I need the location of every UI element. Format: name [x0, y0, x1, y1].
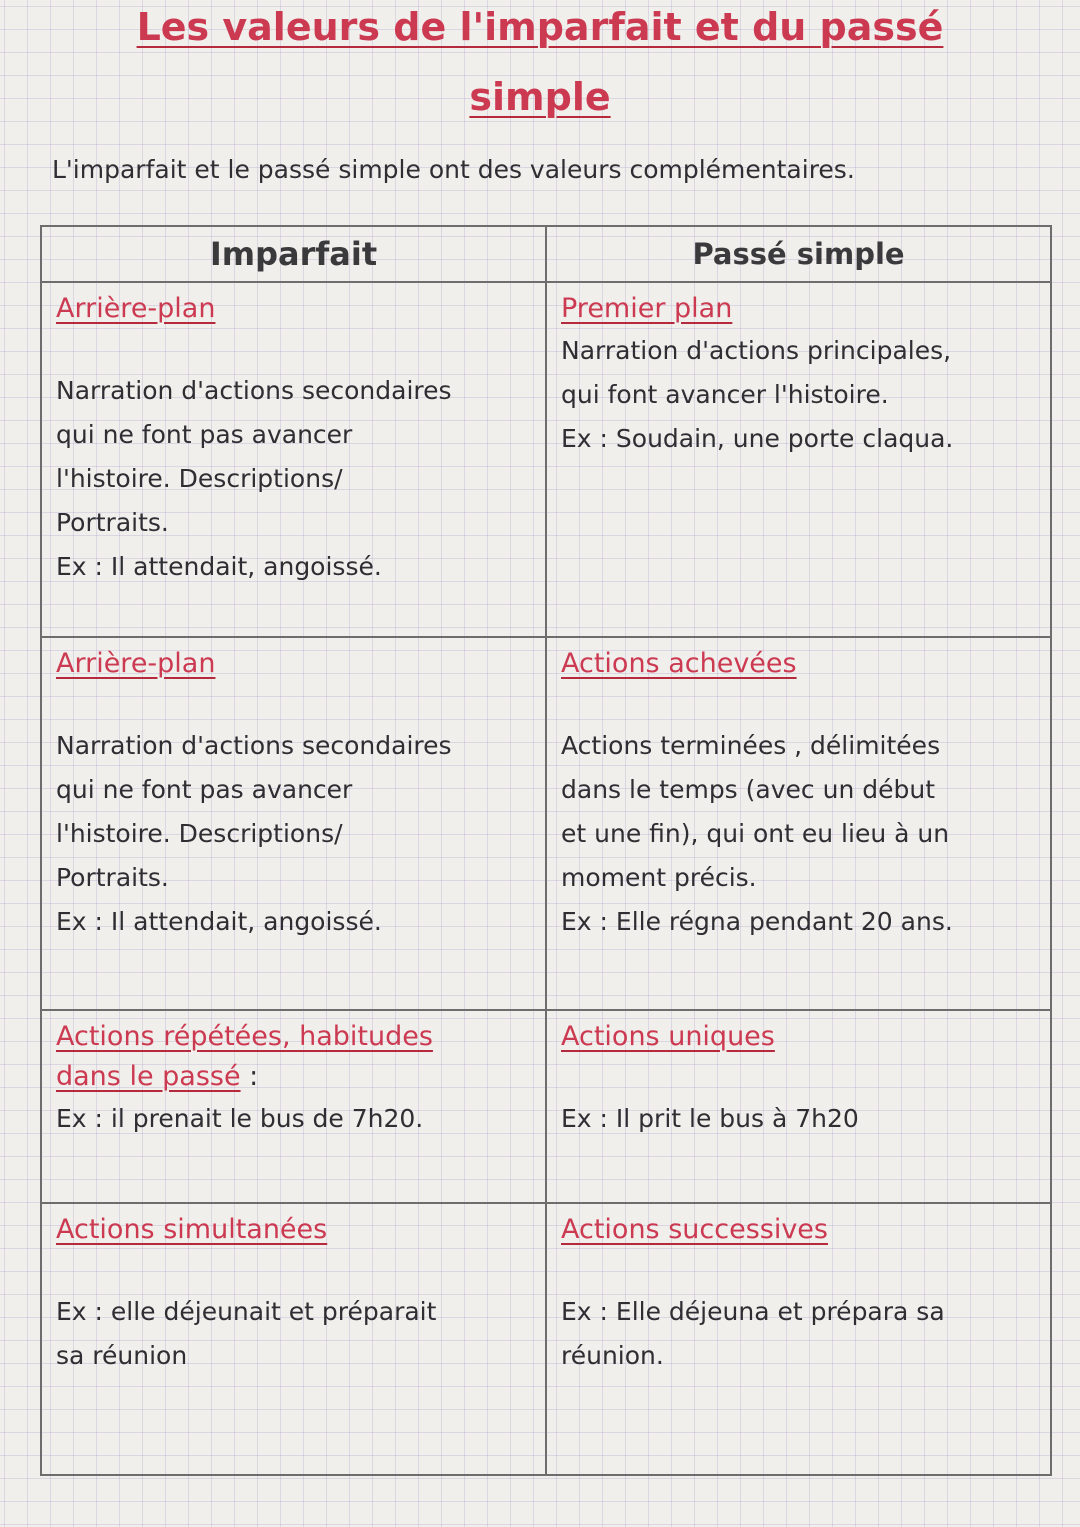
cell-line: moment précis. [561, 863, 757, 892]
cell-line: Narration d'actions secondaires [56, 376, 452, 405]
cell-line: Ex : Il prit le bus à 7h20 [561, 1104, 859, 1133]
title-line-2: simple [469, 75, 611, 119]
cell-line: dans le temps (avec un début [561, 775, 935, 804]
cell-passe-simple-actions-achevees [546, 637, 1051, 1010]
table-row [41, 1010, 1051, 1203]
cell-heading: Actions répétées, habitudes [56, 1021, 433, 1052]
cell-imparfait-arriere-plan-2 [41, 637, 546, 1010]
intro-text: L'imparfait et le passé simple ont des valeurs complémentaires. [52, 155, 855, 184]
cell-line: Ex : Il attendait, angoissé. [56, 552, 382, 581]
header-passe-simple: Passé simple [546, 226, 1051, 282]
cell-passe-simple-actions-successives [546, 1203, 1051, 1475]
table-row [41, 637, 1051, 1010]
cell-passe-simple-premier-plan [546, 282, 1051, 637]
cell-imparfait-actions-repetees [41, 1010, 546, 1203]
cell-line: l'histoire. Descriptions/ [56, 464, 343, 493]
cell-imparfait-actions-simultanees [41, 1203, 546, 1475]
cell-heading: Actions uniques [561, 1021, 775, 1052]
cell-line: Narration d'actions principales, [561, 336, 952, 365]
cell-line: Ex : Il attendait, angoissé. [56, 907, 382, 936]
cell-line: réunion. [561, 1341, 664, 1370]
cell-heading: Actions achevées [561, 648, 797, 679]
cell-heading: Actions successives [561, 1214, 828, 1245]
cell-line: Ex : il prenait le bus de 7h20. [56, 1104, 424, 1133]
cell-imparfait-arriere-plan-1 [41, 282, 546, 637]
cell-heading: Arrière-plan [56, 648, 216, 679]
table-row [41, 1203, 1051, 1475]
page-title [0, 0, 1080, 132]
table-header-row [41, 226, 1051, 282]
cell-line: qui font avancer l'histoire. [561, 380, 889, 409]
table-row [41, 282, 1051, 637]
cell-heading: Arrière-plan [56, 293, 216, 324]
cell-line: Ex : Soudain, une porte claqua. [561, 424, 954, 453]
cell-line: qui ne font pas avancer [56, 775, 353, 804]
cell-line: Portraits. [56, 863, 169, 892]
cell-heading: Actions simultanées [56, 1214, 328, 1245]
cell-heading: Premier plan [561, 293, 733, 324]
title-line-1: Les valeurs de l'imparfait et du passé [136, 5, 944, 49]
cell-line: et une fin), qui ont eu lieu à un [561, 819, 950, 848]
tenses-table [40, 225, 1052, 1476]
heading-colon: : [240, 1061, 259, 1092]
cell-line: l'histoire. Descriptions/ [56, 819, 343, 848]
cell-line: qui ne font pas avancer [56, 420, 353, 449]
cell-heading: dans le passé [56, 1061, 241, 1092]
cell-line: sa réunion [56, 1341, 188, 1370]
cell-line: Portraits. [56, 508, 169, 537]
header-imparfait: Imparfait [41, 226, 546, 282]
cell-line: Actions terminées , délimitées [561, 731, 941, 760]
cell-line: Ex : Elle régna pendant 20 ans. [561, 907, 953, 936]
cell-line: Ex : elle déjeunait et préparait [56, 1297, 437, 1326]
cell-passe-simple-actions-uniques [546, 1010, 1051, 1203]
cell-line: Narration d'actions secondaires [56, 731, 452, 760]
cell-line: Ex : Elle déjeuna et prépara sa [561, 1297, 945, 1326]
